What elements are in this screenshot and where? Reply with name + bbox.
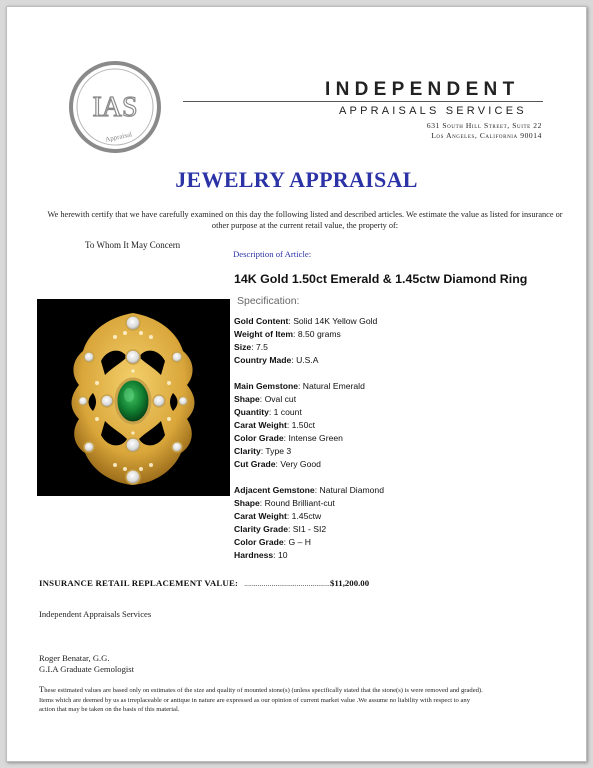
appraisal-page [6,6,587,762]
spec-value: 7.5 [255,342,268,352]
ring-photo [37,299,230,496]
spec-value: 10 [277,550,288,560]
spec-row-clarity: Clarity: Type 3 [234,446,292,456]
spec-label: Clarity Grade [234,524,288,534]
spec-row-quantity: Quantity: 1 count [234,407,302,417]
disclaimer-text: hese estimated values are based only on estimates of the size and quality of mounted stone(s) (unless specifically stated that the stone(s) is were removed and graded). Items which are deemed by us as irreplaceable or antique in nature are expressed as our opinion of current market value .We assume no liability with respect to any action that may be taken on the basis of this material. [39,687,483,714]
spec-label: Shape [234,394,260,404]
spec-row-adjacent-color: Color Grade: G – H [234,537,311,547]
header-divider [183,101,543,102]
spec-row-adjacent-carat: Carat Weight: 1.45ctw [234,511,322,521]
spec-label: Carat Weight [234,511,287,521]
company-address [427,121,542,141]
retail-value-amount: $11,200.00 [330,578,370,588]
spec-label: Weight of Item [234,329,294,339]
specification-label: Specification: [237,295,300,307]
spec-value: Solid 14K Yellow Gold [293,316,378,326]
spec-row-main-gemstone: Main Gemstone: Natural Emerald [234,381,365,391]
spec-label: Hardness [234,550,274,560]
spec-row-country: Country Made: U.S.A [234,355,319,365]
spec-row-color-grade: Color Grade: Intense Green [234,433,343,443]
description-label: Description of Article: [233,249,312,259]
spec-label: Quantity [234,407,269,417]
spec-row-clarity-grade: Clarity Grade: SI1 - SI2 [234,524,327,534]
ias-logo [67,59,163,155]
spec-label: Shape [234,498,260,508]
item-title: 14K Gold 1.50ct Emerald & 1.45ctw Diamond Ring [234,272,528,286]
spec-label: Color Grade [234,537,284,547]
spec-row-shape: Shape: Oval cut [234,394,297,404]
spec-value: 1.50ct [291,420,316,430]
logo-text: IAS [92,92,138,123]
spec-row-cut-grade: Cut Grade: Very Good [234,459,321,469]
disclaimer-initial: T [39,684,45,694]
spec-value: 8.50 grams [297,329,341,339]
company-subtitle: APPRAISALS SERVICES [339,105,527,117]
spec-label: Carat Weight [234,420,287,430]
spec-label: Size [234,342,252,352]
spec-value: Very Good [280,459,321,469]
certification-text: We herewith certify that we have carefully examined on this day the following listed and described articles. We estimate the value as listed for insurance or other purpose at the current retail value, the property of: [47,210,563,230]
spec-value: Type 3 [265,446,292,456]
spec-row-adjacent-gemstone: Adjacent Gemstone: Natural Diamond [234,485,384,495]
spec-list [234,315,384,562]
spec-row-gold-content: Gold Content: Solid 14K Yellow Gold [234,316,378,326]
spec-value: Intense Green [288,433,343,443]
spec-label: Gold Content [234,316,289,326]
spec-row-adjacent-shape: Shape: Round Brilliant-cut [234,498,335,508]
spec-value: U.S.A [296,355,319,365]
spec-value: G – H [288,537,311,547]
spec-label: Color Grade [234,433,284,443]
signature-block [39,653,134,675]
recipient: To Whom It May Concern [85,240,181,250]
spec-row-hardness: Hardness: 10 [234,550,288,560]
spec-row-carat-weight: Carat Weight: 1.50ct [234,420,316,430]
signer-name: Roger Benatar, G.G. [39,653,110,663]
spec-value: 1 count [273,407,302,417]
spec-value: Natural Emerald [302,381,365,391]
spec-row-weight: Weight of Item: 8.50 grams [234,329,341,339]
spec-label: Clarity [234,446,261,456]
spec-value: Oval cut [264,394,297,404]
logo-subtext: Appraisal [104,130,133,144]
spec-label: Cut Grade [234,459,276,469]
leader-dots: ............................................ [244,580,330,588]
address-line-2: Los Angeles, California 90014 [431,131,542,140]
spec-row-size: Size: 7.5 [234,342,268,352]
document-title: JEWELRY APPRAISAL [175,167,418,192]
retail-value-label: INSURANCE RETAIL REPLACEMENT VALUE: [39,578,239,588]
spec-label: Country Made [234,355,292,365]
signer-title: G.I.A Graduate Gemologist [39,664,134,674]
retail-value-line [39,578,369,588]
spec-label: Main Gemstone [234,381,298,391]
address-line-1: 631 South Hill Street, Suite 22 [426,121,542,130]
spec-value: Natural Diamond [319,485,384,495]
disclaimer [39,685,483,715]
footer-company: Independent Appraisals Services [39,609,152,619]
company-name: INDEPENDENT [325,79,520,100]
spec-value: 1.45ctw [291,511,322,521]
spec-label: Adjacent Gemstone [234,485,315,495]
spec-value: SI1 - SI2 [292,524,327,534]
spec-value: Round Brilliant-cut [264,498,335,508]
